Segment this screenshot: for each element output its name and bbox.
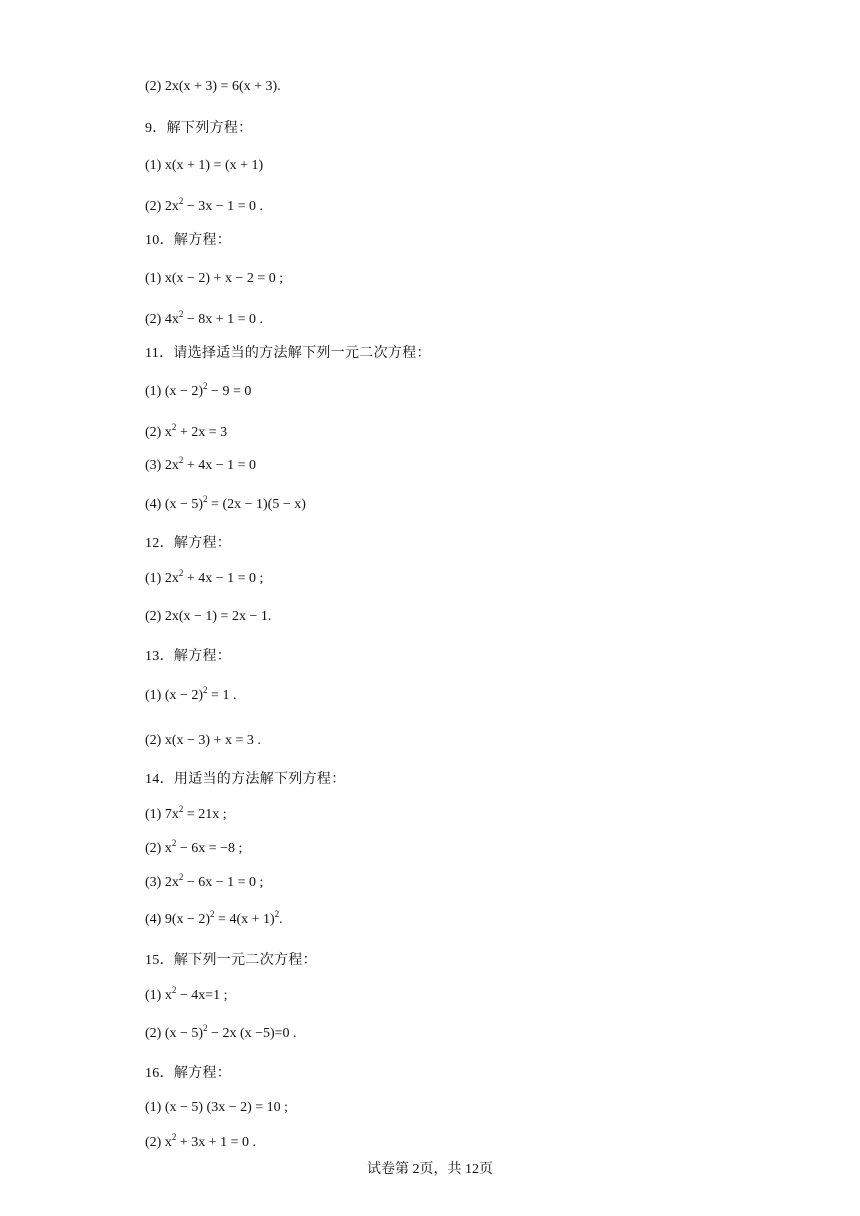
- problem-15-heading: 15．解下列一元二次方程：: [145, 953, 317, 968]
- equation-11-2: (2) $x^2 + 2x = 3$: [145, 422, 228, 440]
- equation-14-4: (4) $9(x - 2)^2 = 4(x + 1)^2$.: [145, 909, 283, 927]
- problem-14-heading: 14．用适当的方法解下列方程：: [145, 772, 346, 787]
- equation-11-3: (3) $2x^2 + 4x - 1 = 0$: [145, 455, 257, 473]
- equation-10-2: (2) $4x^2 - 8x + 1 = 0$ .: [145, 309, 264, 327]
- equation-14-2: (2) $x^2 - 6x = -8$ ;: [145, 838, 243, 856]
- problem-16-heading: 16．解方程：: [145, 1066, 232, 1081]
- equation-14-1: (1) $7x^2 = 21x$ ;: [145, 804, 227, 822]
- equation-11-4: (4) $(x - 5)^2 = (2x - 1)(5 - x)$: [145, 494, 306, 512]
- problem-10-heading: 10．解方程：: [145, 233, 232, 248]
- equation-15-2: (2) $(x - 5)^2 - 2x$ (x −5)=0 .: [145, 1023, 297, 1041]
- equation-16-2: (2) $x^2 + 3x + 1 = 0$ .: [145, 1132, 257, 1150]
- equation-12-2: (2) 2x(x − 1) = 2x − 1.: [145, 609, 272, 624]
- equation-14-3: (3) $2x^2 - 6x - 1 = 0$ ;: [145, 872, 264, 890]
- problem-9-heading: 9．解下列方程：: [145, 121, 253, 136]
- equation-9-2: (2) $2x^2 - 3x - 1 = 0$ .: [145, 196, 264, 214]
- equation-9-1: (1) x(x + 1) = (x + 1): [145, 158, 264, 173]
- equation-13-2: (2) x(x − 3) + x = 3 .: [145, 733, 261, 748]
- problem-13-heading: 13．解方程：: [145, 649, 232, 664]
- equation-11-1: (1) $(x - 2)^2 - 9 = 0$: [145, 381, 252, 399]
- problem-11-heading: 11．请选择适当的方法解下列一元二次方程：: [145, 346, 431, 361]
- equation-8-2: (2) 2x(x + 3) = 6(x + 3).: [145, 79, 281, 94]
- equation-15-1: (1) $x^2 - 4x=1$ ;: [145, 985, 228, 1003]
- problem-12-heading: 12．解方程：: [145, 536, 232, 551]
- page-footer: 试卷第 2页，共 12页: [367, 1162, 493, 1177]
- equation-12-1: (1) $2x^2 + 4x - 1 = 0$ ;: [145, 568, 264, 586]
- equation-13-1: (1) $(x - 2)^2 = 1$ .: [145, 685, 237, 703]
- equation-10-1: (1) x(x − 2) + x − 2 = 0 ;: [145, 271, 284, 286]
- equation-16-1: (1) (x − 5) (3x − 2) = 10 ;: [145, 1100, 289, 1115]
